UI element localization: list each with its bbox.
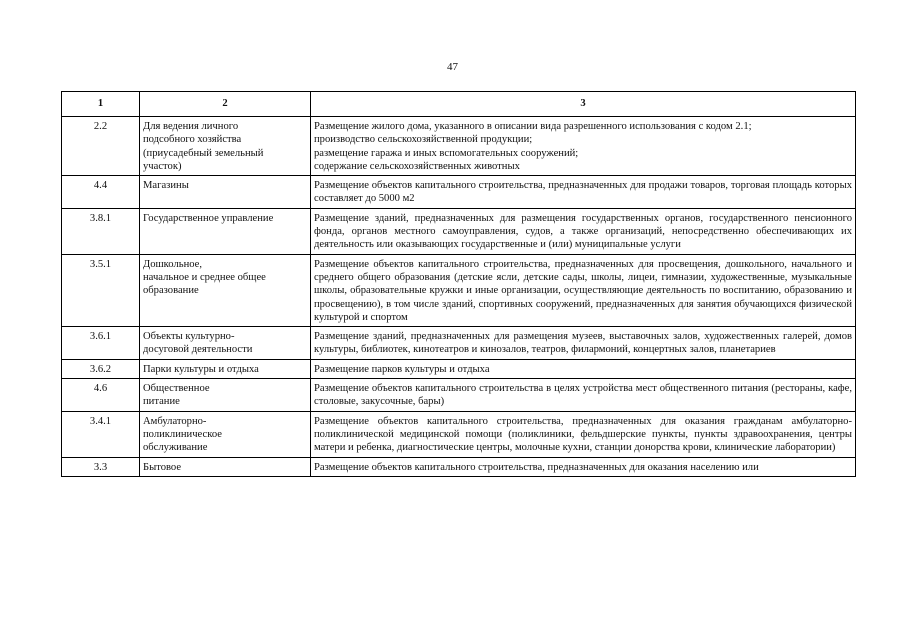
row-code: 3.6.1 [62,327,140,360]
row-name: Магазины [140,176,311,209]
page-number: 47 [447,61,458,73]
table-row [62,327,856,360]
row-code: 2.2 [62,117,140,176]
row-description: Размещение парков культуры и отдыха [311,359,856,378]
row-code: 4.6 [62,379,140,412]
row-description: Размещение зданий, предназначенных для размещения музеев, выставочных залов, художественных галерей, домов культуры, библиотек, кинотеатров и кинозалов, театров, филармоний, концертных залов, планетариев [311,327,856,360]
column-header-code: 1 [62,92,140,117]
row-code: 3.5.1 [62,254,140,326]
table-header-row [62,92,856,117]
row-description: Размещение объектов капитального строительства, предназначенных для оказания населению или [311,457,856,476]
row-name: Парки культуры и отдыха [140,359,311,378]
row-description: Размещение зданий, предназначенных для размещения государственных органов, государственного пенсионного фонда, органов местного самоуправления, судов, а также организаций, непосредственно обеспечивающих их деятельность или оказывающих государственные и (или) муниципальные услуги [311,208,856,254]
row-code: 3.3 [62,457,140,476]
row-code: 3.4.1 [62,411,140,457]
table-row [62,379,856,412]
column-header-name: 2 [140,92,311,117]
row-name: Бытовое [140,457,311,476]
row-name: Амбулаторно- поликлиническое обслуживание [140,411,311,457]
table-row [62,411,856,457]
row-code: 4.4 [62,176,140,209]
row-description: Размещение жилого дома, указанного в описании вида разрешенного использования с кодом 2.1; производство сельскохозяйственной продукции; размещение гаража и иных вспомогательных сооружений; содержание сельскохозяйственных животных [311,117,856,176]
row-name: Государственное управление [140,208,311,254]
row-code: 3.6.2 [62,359,140,378]
row-description: Размещение объектов капитального строительства, предназначенных для продажи товаров, торговая площадь которых составляет до 5000 м2 [311,176,856,209]
row-name: Дошкольное, начальное и среднее общее образование [140,254,311,326]
table-row [62,208,856,254]
row-name: Для ведения личного подсобного хозяйства (приусадебный земельный участок) [140,117,311,176]
land-use-table [61,91,856,477]
column-header-description: 3 [311,92,856,117]
table-row [62,359,856,378]
row-description: Размещение объектов капитального строительства в целях устройства мест общественного питания (рестораны, кафе, столовые, закусочные, бары) [311,379,856,412]
row-description: Размещение объектов капитального строительства, предназначенных для просвещения, дошкольного, начального и среднего общего образования (детские ясли, детские сады, школы, лицеи, гимназии, художественные, музыкальные школы, образовательные кружки и иные организации, осуществляющие деятельность по воспитанию, образованию и просвещению), в том числе зданий, спортивных сооружений, предназначенных для занятия обучающихся физической культурой и спортом [311,254,856,326]
table-row [62,254,856,326]
table-row [62,457,856,476]
row-name: Объекты культурно- досуговой деятельности [140,327,311,360]
row-code: 3.8.1 [62,208,140,254]
table-row [62,117,856,176]
row-description: Размещение объектов капитального строительства, предназначенных для оказания гражданам амбулаторно-поликлинической медицинской помощи (поликлиники, фельдшерские пункты, пункты здравоохранения, центры матери и ребенка, диагностические центры, молочные кухни, станции донорства крови, клинические лаборатории) [311,411,856,457]
row-name: Общественное питание [140,379,311,412]
table-row [62,176,856,209]
